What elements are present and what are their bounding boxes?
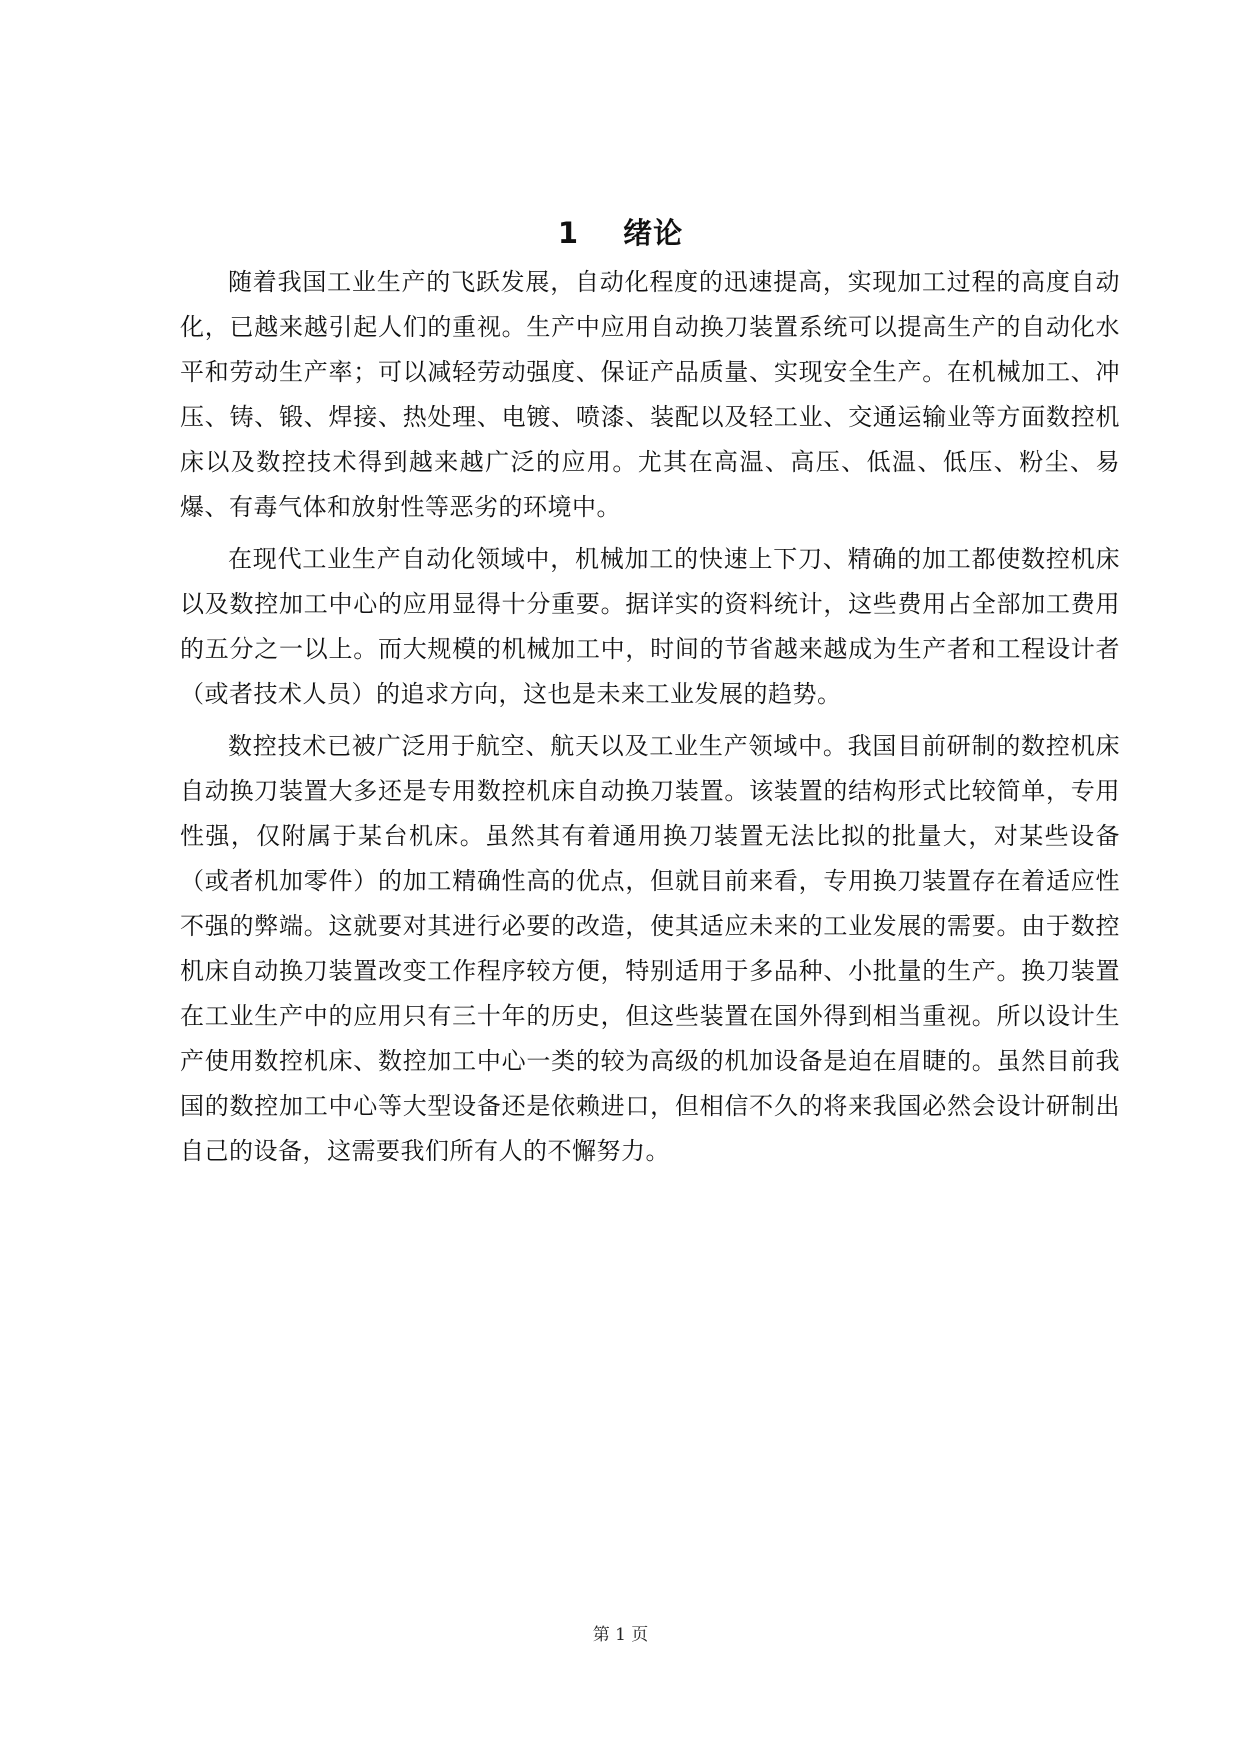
paragraph-1: 随着我国工业生产的飞跃发展，自动化程度的迅速提高，实现加工过程的高度自动化，已越来越引起人们的重视。生产中应用自动换刀装置系统可以提高生产的自动化水平和劳动生产率；可以减轻劳动强度、保证产品质量、实现安全生产。在机械加工、冲压、铸、锻、焊接、热处理、电镀、喷漆、装配以及轻工业、交通运输业等方面数控机床以及数控技术得到越来越广泛的应用。尤其在高温、高压、低温、低压、粉尘、易爆、有毒气体和放射性等恶劣的环境中。 [180, 268, 1120, 521]
page-number: 第 1 页 [592, 1625, 649, 1645]
body-text [180, 260, 1120, 1181]
paragraph-3: 数控技术已被广泛用于航空、航天以及工业生产领域中。我国目前研制的数控机床自动换刀装置大多还是专用数控机床自动换刀装置。该装置的结构形式比较简单，专用性强，仅附属于某台机床。虽然其有着通用换刀装置无法比拟的批量大，对某些设备（或者机加零件）的加工精确性高的优点，但就目前来看，专用换刀装置存在着适应性不强的弊端。这就要对其进行必要的改造，使其适应未来的工业发展的需要。由于数控机床自动换刀装置改变工作程序较方便，特别适用于多品种、小批量的生产。换刀装置在工业生产中的应用只有三十年的历史，但这些装置在国外得到相当重视。所以设计生产使用数控机床、数控加工中心一类的较为高级的机加设备是迫在眉睫的。虽然目前我国的数控加工中心等大型设备还是依赖进口，但相信不久的将来我国必然会设计研制出自己的设备，这需要我们所有人的不懈努力。 [180, 732, 1120, 1165]
chapter-title: 绪论 [623, 216, 684, 250]
paragraph-2: 在现代工业生产自动化领域中，机械加工的快速上下刀、精确的加工都使数控机床以及数控加工中心的应用显得十分重要。据详实的资料统计，这些费用占全部加工费用的五分之一以上。而大规模的机械加工中，时间的节省越来越成为生产者和工程设计者（或者技术人员）的追求方向，这也是未来工业发展的趋势。 [180, 545, 1120, 708]
chapter-heading [0, 213, 1241, 253]
chapter-number: 1 [557, 216, 580, 250]
